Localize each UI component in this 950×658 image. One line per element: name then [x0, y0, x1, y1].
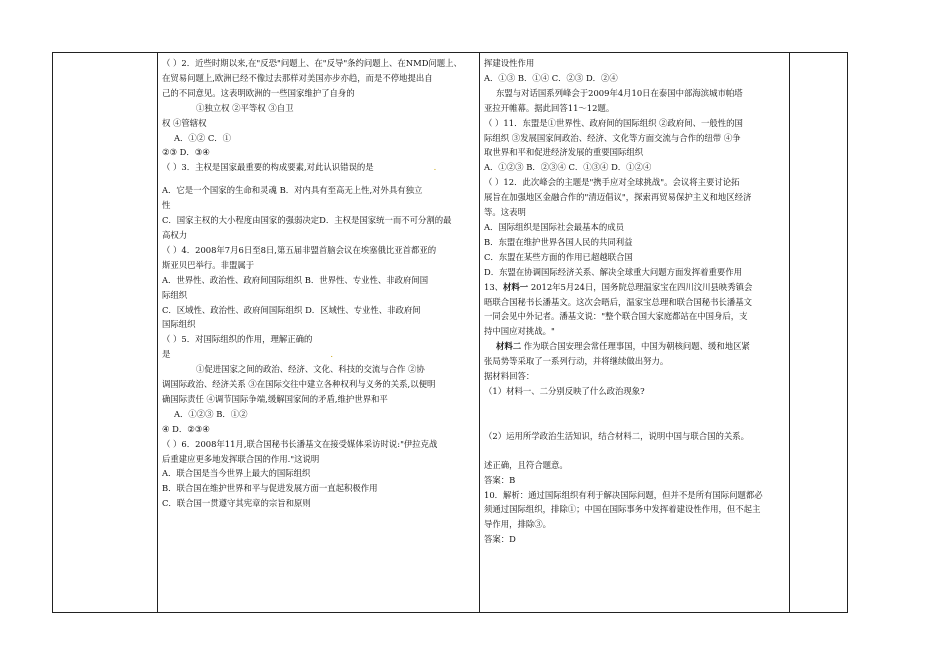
text-line: 2012年5月24日，国务院总理温家宝在四川汶川县映秀镇会 — [528, 281, 753, 292]
column-divider-1 — [157, 52, 158, 613]
question-6 — [162, 437, 476, 512]
text-line: A．①②③ B．②③④ C．①③④ D．①②④ — [484, 162, 652, 173]
question-2 — [162, 56, 476, 160]
text-line: 确国际责任 ④调节国际争端,缓解国家间的矛盾,维护世界和平 — [162, 393, 388, 404]
text-line: 展旨在加强地区金融合作的"清迈倡议"，探索再贸易保护主义和地区经济 — [484, 192, 752, 203]
question-number: 13、 — [484, 281, 504, 292]
question-4 — [162, 243, 476, 332]
text-line: 答案：B — [484, 474, 516, 485]
text-line: B．东盟在维护世界各国人民的共同利益 — [484, 236, 633, 247]
text-line: 张局势等采取了一系列行动，并将继续做出努力。 — [484, 356, 669, 367]
text-line: 斯亚贝巴举行。非盟属于 — [162, 259, 255, 270]
column-divider-3 — [789, 52, 790, 613]
text-line: 亚拉开帷幕。据此回答11～12题。 — [484, 102, 615, 113]
text-line: B．联合国在维护世界和平与促进发展方面一直起积极作用 — [162, 483, 378, 494]
text-line: （ ）2．近些时期以来,在"反恐"问题上、在"反导"条约问题上、在NMD问题上、 — [162, 58, 462, 68]
text-line: （ ）12．此次峰会的主题是"携手应对全球挑战"。会议将主要讨论拓 — [484, 177, 740, 188]
text-line: ①促进国家之间的政治、经济、文化、科技的交流与合作 ②协 — [196, 364, 425, 375]
text-line: 述正确，且符合题意。 — [484, 459, 568, 470]
text-line: C．国家主权的大小程度由国家的强弱决定D．主权是国家统一而不可分割的最 — [162, 215, 452, 226]
text-line: A．联合国是当今世界上最大的国际组织 — [162, 468, 311, 479]
answers — [484, 458, 786, 547]
text-line: 挥建设性作用 — [484, 58, 535, 68]
question-3: （ ）3．主权是国家最重要的构成要素,对此认识错误的是 . A．它是一个国家的生命和灵魂 B．对内具有至高无上性,对外具有独立 性 C．国家主权的大小程度由国家的强弱决定D．主权是国家统一而不可分割的最 高权力 — [162, 160, 476, 243]
text-line: 晤联合国秘书长潘基文。这次会晤后，温家宝总理和联合国秘书长潘基文 — [484, 296, 752, 307]
text-line: A．①②③ B．①② — [174, 408, 248, 419]
text-line: （ ）6．2008年11月,联合国秘书长潘基文在接受媒体采访时说:"伊拉克战 — [162, 438, 438, 449]
text-line: 据材料回答： — [484, 371, 535, 382]
text-line: A．①③ B．①④ C．②③ D．②④ — [484, 72, 618, 83]
text-line: ④ D．②③④ — [162, 423, 210, 434]
question-12 — [484, 175, 786, 279]
text-line: 是 — [162, 349, 171, 360]
text-line: 10．解析：通过国际组织有利于解决国际问题，但并不是所有国际问题都必 — [484, 489, 763, 500]
text-line: 东盟与对话国系列峰会于2009年4月10日在泰国中部海滨城市帕塔 — [496, 87, 743, 98]
right-column — [484, 56, 786, 547]
text-line: 答案：D — [484, 534, 516, 545]
text-line: A．它是一个国家的生命和灵魂 B．对内具有至高无上性,对外具有独立 — [162, 185, 423, 196]
text-line: （1）材料一、二分别反映了什么政治现象? — [484, 385, 645, 396]
text-line: 持中国应对挑战。" — [484, 326, 555, 337]
text-line: 等。这表明 — [484, 207, 526, 218]
text-line: D．东盟在协调国际经济关系、解决全球重大问题方面发挥着重要作用 — [484, 266, 742, 277]
text-line: 性 — [162, 200, 171, 211]
text-line: （2）运用所学政治生活知识，结合材料二，说明中国与联合国的关系。 — [484, 430, 749, 441]
material-label: 材料一 — [503, 281, 529, 292]
text-line: 调国际政治、经济关系 ③在国际交往中建立各种权利与义务的关系,以便明 — [162, 379, 436, 390]
question-5: （ ）5．对国际组织的作用，理解正确的 是 . ①促进国家之间的政治、经济、文化、科技的交流与合作 ②协 调国际政治、经济关系 ③在国际交往中建立各种权利与义务的关系,以便明 确国际责任 ④调节国际争端,缓解国家间的矛盾,维护世界和平 A．①②③ B．①② ④ D．②③④ — [162, 332, 476, 436]
question-13 — [484, 280, 786, 458]
text-line: 在贸易问题上,欧洲已经不像过去那样对美国亦步亦趋，而是不停地提出自 — [162, 72, 433, 83]
text-line: 一同会见中外记者。潘基文说："整个联合国大家庭都站在中国身后，支 — [484, 311, 748, 322]
text-line: C．东盟在某些方面的作用已超越联合国 — [484, 251, 633, 262]
text-line: （ ）3．主权是国家最重要的构成要素,对此认识错误的是 — [162, 162, 374, 173]
text-line: （ ）5．对国际组织的作用，理解正确的 — [162, 334, 313, 345]
question-11 — [484, 116, 786, 176]
text-line: 际组织 ③发展国家间政治、经济、文化等方面交流与合作的纽带 ④争 — [484, 132, 741, 143]
text-line: 取世界和平和促进经济发展的重要国际组织 — [484, 147, 644, 158]
text-line: 须通过国际组织，排除①；中国在国际事务中发挥着建设性作用，但不起主 — [484, 504, 761, 515]
text-line: A．世界性、政治性、政府间国际组织 B．世界性、专业性、非政府间国 — [162, 274, 429, 285]
text-line: 国际组织 — [162, 319, 196, 330]
text-line: A．①② C．① — [174, 132, 231, 143]
text-line: ①独立权 ②平等权 ③自卫 — [196, 102, 294, 113]
text-line: C．区域性、政治性、政府间国际组织 D．区域性、专业性、非政府间 — [162, 304, 421, 315]
text-line: 作为联合国安理会常任理事国，中国为朝核问题、缓和地区紧 — [521, 341, 750, 352]
text-line: 己的不同意见。这表明欧洲的一些国家维护了自身的 — [162, 87, 355, 98]
text-line: 际组织 — [162, 289, 188, 300]
text-line: 权 ④管辖权 — [162, 117, 207, 128]
text-line: （ ）4．2008年7月6日至8日,第五届非盟首脑会议在埃塞俄比亚首都亚的 — [162, 244, 437, 255]
text-line: 高权力 — [162, 229, 188, 240]
text-line: A．国际组织是国际社会最基本的成员 — [484, 221, 625, 232]
left-column — [162, 56, 476, 511]
text-line: （ ）11．东盟是①世界性、政府间的国际组织 ②政府间、一般性的国 — [484, 117, 743, 128]
material-label: 材料二 — [496, 341, 522, 352]
text-line: ②③ D．③④ — [162, 147, 210, 158]
text-line: C．联合国一贯遵守其宪章的宗旨和原则 — [162, 498, 311, 509]
column-divider-2 — [479, 52, 480, 613]
text-line: 导作用，排除③。 — [484, 519, 551, 530]
text-line: 后重建应更多地发挥联合国的作用."这说明 — [162, 453, 320, 464]
